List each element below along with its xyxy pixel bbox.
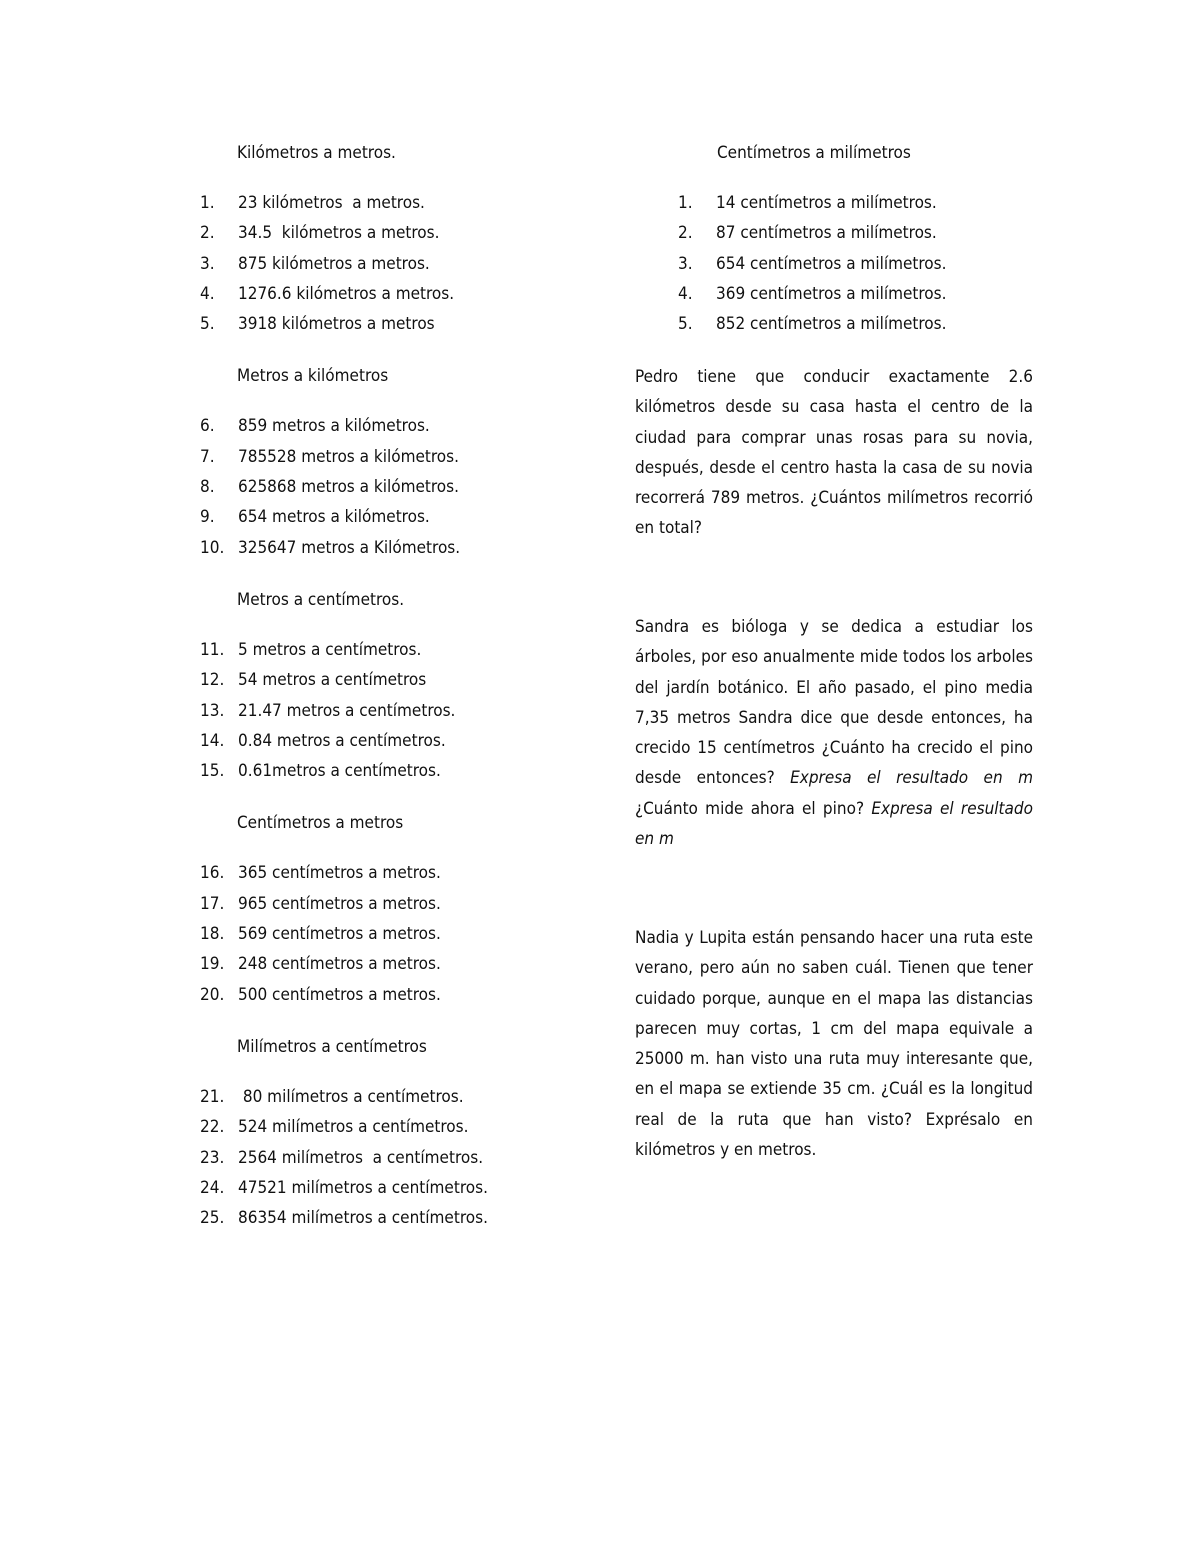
exercise-list	[200, 635, 580, 786]
item-number: 13.	[200, 700, 225, 721]
item-text: 654 metros a kilómetros.	[238, 507, 430, 528]
item-text: 47521 milímetros a centímetros.	[238, 1177, 488, 1198]
item-number: 12.	[200, 670, 225, 691]
sandra-text: Sandra es bióloga y se dedica a estudiar los árboles, por eso anualmente mide todos los arboles del jardín botánico. El año pasado, el pino media 7,35 metros Sandra dice que desde entonces, ha crecido 15 centímetros ¿Cuánto ha crecido el pino desde entonces?	[635, 617, 1033, 789]
item-text: 23 kilómetros a metros.	[238, 193, 425, 213]
word-problem-pedro: Pedro tiene que conducir exactamente 2.6 kilómetros desde su casa hasta el centro de la ciudad para comprar unas rosas para su novia, después, desde el centro hasta la casa de su novia recorrerá 789 metros. ¿Cuántos milímetros recorrió en total?	[635, 367, 1033, 539]
item-number: 4.	[678, 283, 693, 304]
list-item	[635, 249, 1033, 279]
item-text: 625868 metros a kilómetros.	[238, 477, 459, 498]
item-text: 80 milímetros a centímetros.	[238, 1086, 464, 1107]
list-item	[200, 919, 580, 949]
list-item	[200, 1082, 580, 1112]
item-text: 369 centímetros a milímetros.	[716, 283, 947, 304]
item-number: 25.	[200, 1208, 225, 1229]
item-number: 10.	[200, 537, 225, 558]
item-number: 19.	[200, 954, 225, 975]
list-item	[200, 502, 580, 532]
item-text: 325647 metros a Kilómetros.	[238, 537, 461, 558]
section-heading: Centímetros a milímetros	[717, 143, 911, 163]
exercise-list	[200, 411, 580, 562]
list-item	[200, 1112, 580, 1142]
exercise-list	[200, 858, 580, 1009]
item-number: 24.	[200, 1177, 225, 1198]
exercise-list	[200, 1082, 580, 1233]
item-number: 9.	[200, 507, 215, 528]
item-number: 7.	[200, 446, 215, 467]
list-item	[200, 533, 580, 563]
item-number: 6.	[200, 416, 215, 437]
list-item	[200, 726, 580, 756]
word-problem-nadia: Nadia y Lupita están pensando hacer una ruta este verano, pero aún no saben cuál. Tienen que tener cuidado porque, aunque en el mapa las distancias parecen muy cortas, 1 cm del mapa equivale a 25000 m. han visto una ruta muy interesante que, en el mapa se extiende 35 cm. ¿Cuál es la longitud real de la ruta que han visto? Exprésalo en kilómetros y en metros.	[635, 928, 1033, 1161]
list-item	[200, 249, 580, 279]
item-text: 859 metros a kilómetros.	[238, 416, 430, 437]
item-number: 14.	[200, 730, 225, 751]
item-text: 34.5 kilómetros a metros.	[238, 223, 440, 244]
item-text: 852 centímetros a milímetros.	[716, 314, 947, 335]
list-item	[200, 1173, 580, 1203]
item-number: 15.	[200, 761, 225, 782]
exercise-list	[200, 188, 580, 339]
list-item	[635, 279, 1033, 309]
list-item	[635, 188, 1033, 218]
item-text: 87 centímetros a milímetros.	[716, 223, 937, 244]
item-number: 16.	[200, 863, 225, 884]
section-heading: Metros a centímetros.	[237, 589, 405, 610]
item-number: 5.	[200, 314, 215, 335]
sandra-question-2: ¿Cuánto mide ahora el pino?	[635, 768, 1058, 819]
item-number: 18.	[200, 924, 225, 945]
exercise-list	[635, 188, 1033, 339]
left-column	[200, 138, 580, 1233]
item-text: 14 centímetros a milímetros.	[716, 193, 937, 213]
item-number: 2.	[200, 223, 215, 244]
item-number: 3.	[678, 253, 693, 274]
list-item	[200, 1143, 580, 1173]
item-number: 17.	[200, 893, 225, 914]
item-number: 23.	[200, 1147, 225, 1168]
sandra-instruction-1: Expresa el resultado en m	[790, 768, 1033, 789]
item-text: 500 centímetros a metros.	[238, 984, 441, 1005]
item-number: 22.	[200, 1117, 225, 1138]
item-text: 5 metros a centímetros.	[238, 639, 422, 660]
item-text: 0.61metros a centímetros.	[238, 761, 441, 782]
list-item	[200, 1203, 580, 1233]
list-item	[200, 442, 580, 472]
list-item	[200, 696, 580, 726]
item-number: 8.	[200, 477, 215, 498]
list-item	[200, 279, 580, 309]
item-text: 654 centímetros a milímetros.	[716, 253, 947, 274]
list-item	[200, 980, 580, 1010]
list-item	[200, 858, 580, 888]
item-number: 20.	[200, 984, 225, 1005]
item-text: 365 centímetros a metros.	[238, 863, 441, 884]
item-text: 3918 kilómetros a metros	[238, 314, 435, 335]
item-number: 21.	[200, 1086, 225, 1107]
list-item	[200, 665, 580, 695]
item-text: 524 milímetros a centímetros.	[238, 1117, 469, 1138]
list-item	[200, 411, 580, 441]
section-heading: Centímetros a metros	[237, 813, 404, 834]
section-heading: Metros a kilómetros	[237, 366, 389, 387]
item-text: 569 centímetros a metros.	[238, 924, 441, 945]
item-text: 21.47 metros a centímetros.	[238, 700, 456, 721]
item-text: 86354 milímetros a centímetros.	[238, 1208, 488, 1229]
item-text: 875 kilómetros a metros.	[238, 253, 430, 274]
item-number: 1.	[678, 193, 693, 213]
item-text: 248 centímetros a metros.	[238, 954, 441, 975]
list-item	[200, 309, 580, 339]
list-item	[200, 949, 580, 979]
list-item	[200, 756, 580, 786]
item-number: 4.	[200, 283, 215, 304]
list-item	[635, 309, 1033, 339]
item-number: 5.	[678, 314, 693, 335]
item-number: 2.	[678, 223, 693, 244]
section-heading: Milímetros a centímetros	[237, 1036, 427, 1057]
item-text: 54 metros a centímetros	[238, 670, 427, 691]
item-text: 2564 milímetros a centímetros.	[238, 1147, 484, 1168]
item-number: 11.	[200, 639, 225, 660]
section-heading: Kilómetros a metros.	[237, 143, 396, 163]
right-column	[635, 138, 1058, 1161]
list-item	[200, 472, 580, 502]
list-item	[200, 188, 580, 218]
item-number: 1.	[200, 193, 215, 213]
item-text: 0.84 metros a centímetros.	[238, 730, 446, 751]
list-item	[635, 218, 1033, 248]
list-item	[200, 218, 580, 248]
list-item	[200, 889, 580, 919]
sandra-instruction-2: Expresa el resultado en m	[635, 798, 1033, 850]
word-problem-sandra	[635, 612, 1058, 854]
item-text: 785528 metros a kilómetros.	[238, 446, 459, 467]
item-text: 965 centímetros a metros.	[238, 893, 441, 914]
item-number: 3.	[200, 253, 215, 274]
item-text: 1276.6 kilómetros a metros.	[238, 283, 455, 304]
list-item	[200, 635, 580, 665]
